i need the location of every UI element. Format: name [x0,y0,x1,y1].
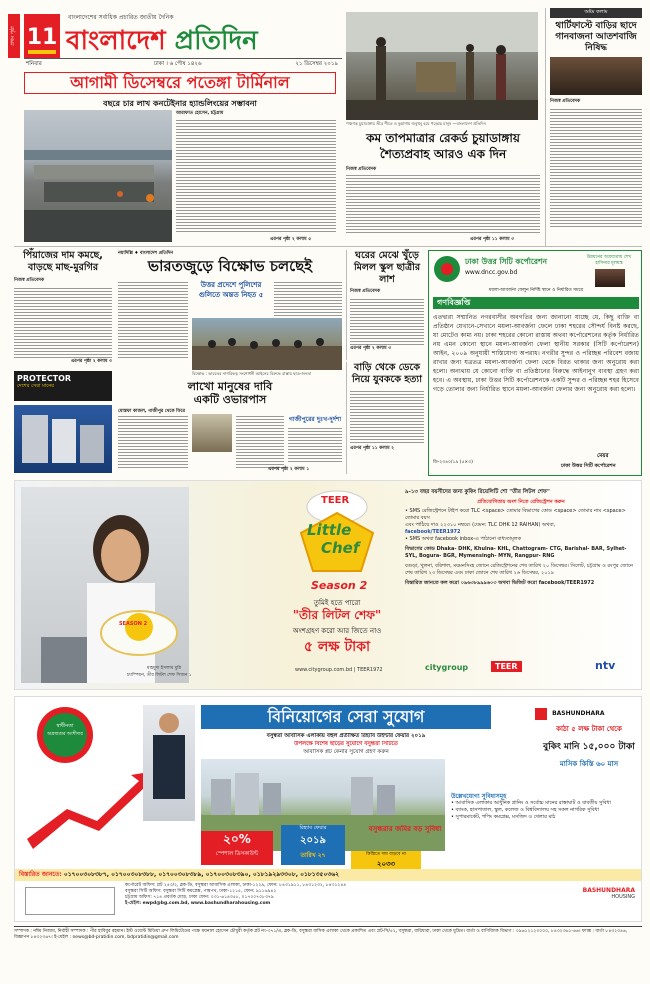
day: শনিবার [26,61,42,67]
india-inset: উত্তর প্রদেশে পুলিশের গুলিতে অন্তত নিহত ৫ [198,281,264,299]
india-body-left [118,280,188,360]
appliance-ad [14,405,112,473]
right-column [545,8,642,246]
chef-girl-photo [21,487,189,683]
india-by: নয়াদিল্লি ♦ বাংলাদেশ প্রতিদিন [118,251,174,256]
sponsor-teer: TEER [491,661,522,672]
bashundhara-sub1: বসুন্ধরা আবাসিক এলাকায় বহুল প্রতীক্ষিত রিহ্যাব উইন্টার ফেয়ার ২০১৯ [266,733,426,739]
svg-text:11: 11 [26,25,58,50]
facility-1: • আবাসিক এলাকার আধুনিক প্লানিং ও সর্বোচ্চ মানের রাস্তাঘাট ও যাবতীয় সুবিধা [451,800,611,806]
bashundhara-headline: বিনিয়োগের সেরা সুযোগ [267,707,425,726]
fair-date: তারিখ ২৭ [300,852,326,859]
india-headline: ভারতজুড়ে বিক্ষোভ চলছেই [147,257,313,275]
protector-label: দেশের সেরা মানের [17,383,55,389]
facilities [451,793,639,821]
lead-body [176,118,336,234]
lead-subhead: বছরে চার লাখ কনটেইনার হ্যান্ডলিংয়ের সম্ভাবনা [103,99,257,108]
lead-byline: আরাফাত হোসেন, চট্টগ্রাম [176,111,224,116]
right-headline: থার্টিফাস্টে বাড়ির ছাদে গানবাজনা আতশবাজি নিষিদ্ধ [555,21,637,53]
market-byline: নিজস্ব প্রতিবেদক [14,278,45,283]
dncc-org: ঢাকা উত্তর সিটি কর্পোরেশন [465,257,547,266]
discount-label: স্পেশাল ডিসকাউন্ট [215,851,259,857]
market-continued[interactable]: এরপর পৃষ্ঠা ২ কলাম ৩ [70,359,112,364]
promo-line-3: অংশগ্রহণ করো আর জিতে নাও [292,627,382,635]
promo-line-2: "তীর লিটল শেফ" [292,608,382,622]
overpass-byline: মোস্তফা কাজল, গাজীপুর থেকে ফিরে [118,409,185,414]
market-headline: পিঁয়াজের দাম কমছে, বাড়ছে মাছ-মুরগির [23,250,103,273]
teer-ad [14,480,642,690]
rules-schedule: বগুড়া, খুলনা, বরিশাল, ময়মনসিংহ জোনে রেজিস্ট্রেশনের শেষ তারিখ ২০ ডিসেম্বর। সিলেট, চট্টগ্রাম ও রংপুর জোনে শেষ তারিখ ২৩ ডিসেম্বর এবং ঢাকা জোনে শেষ তারিখ ২৬ ডিসেম্বর, ২০১৯ [405,563,634,576]
footer-brand-sub: HOUSING [611,894,635,900]
dncc-title-bar [433,297,639,309]
facility-2: • ব্যাংক, হাসপাতাল, স্কুল, কলেজ ও বিশ্ববিদ্যালয় সহ সকল নাগরিক সুবিধা [451,807,599,813]
teer-logo-text: TEER [321,495,350,506]
photo-caption-name: মাহমুদা ইসলাম মুন্নি [147,666,182,671]
rules-inbox: • SMS অথবা facebook inbox-এ পাঠানো বাধ্যতামূলক [405,536,522,542]
dncc-slogan: ময়লা-আবর্জনা ফেলুন নির্দিষ্ট স্থানে ও নির্ধারিত সময়ে [488,288,584,293]
installment: মাসিক কিস্তি ৬০ মাস [559,760,619,768]
chef-text: Chef [321,539,360,557]
footer-brand [555,887,635,900]
facility-3: • সুপারমার্কেট, শপিং কমপ্লেক্স, মসজিদ ও খেলার মাঠ [451,814,556,820]
discount-badge [201,831,273,865]
market-story [14,250,112,470]
dncc-body: এতদ্বারা সম্মানিত নগরবাসীর অবগতির জন্য জানানো যাচ্ছে যে, কিছু ব্যক্তি বা প্রতিষ্ঠান যেখানে-সেখানে ময়লা-আবর্জনা ফেলে ঢাকা শহরের সৌন্দর্য বিনষ্ট করছে, যা মোটেও কাম্য নয়। ঢাকা শহরের কোনো রাস্তায় অথবা কর্পোরেশনের কর্তৃক নির্ধারিত নয় এমন কোনো স্থানে ময়লা-আবর্জনা ফেলা স্থানীয় সরকার (সিটি কর্পোরেশন) আইন, ২০০৯ অনুযায়ী শাস্তিযোগ্য অপরাধ। নগরীর সুন্দর ও পরিচ্ছন্ন পরিবেশ বজায় রাখার জন্য যত্রতত্র ময়লা-আবর্জনা ফেলা থেকে বিরত থাকার জন্য অনুরোধ করা হলো। অন্যথায় যে কোনো ব্যক্তি বা প্রতিষ্ঠানের বিরুদ্ধে আইনানুগ ব্যবস্থা গ্রহণ করা হবে। এ অবস্থায়, ঢাকা উত্তর সিটি কর্পোরেশনকে একটি সুন্দর ও পরিচ্ছন্ন শহর হিসেবে গড়ে তোলার জন্য নির্ধারিত স্থানে ময়লা-আবর্জনা ফেলার জন্য অনুরোধ করা হলো। [433,314,639,393]
cold-photo [346,12,538,120]
lead-headline-box [24,72,336,94]
school-headline: ঘরের মেঝে খুঁড়ে মিলল স্কুল ছাত্রীর লাশ [353,250,421,285]
dncc-logo-icon [433,255,461,283]
boot-text: বসুন্ধরার জমির বড় সুবিধা [368,825,442,833]
office-info [125,883,545,907]
lead-continued[interactable]: এরপর পৃষ্ঠা ২ কলাম ৫ [270,237,312,242]
office-3: চট্টগ্রাম অফিস: ৭১৪ প্রবর্তক মোড়, ঢাকা ফোন: ০৩১-৬১৪৩৫৮, ০১৭০০৭০৮৩৭৯ [125,895,274,900]
contact-bar [15,869,641,881]
sponsor-citygroup: citygroup [425,663,469,672]
protector-ad [14,371,112,401]
rules-facebook[interactable]: facebook/TEER1972 [405,529,461,535]
brand-name: BASHUNDHARA [552,710,605,717]
rules-header: ৯-১৩ বছর বয়সীদের জন্য কুকিং রিয়েলিটি শো "তীর লিটল শেফ" [405,489,550,495]
overpass-story [118,380,342,474]
growth-arrow-icon [27,769,157,849]
overpass-headline-2: একটি ওভারপাস [193,393,267,406]
title-main: বাংলাদেশ [66,26,166,56]
house-headline: বাড়ি থেকে ডেকে নিয়ে যুবককে হত্যা [352,362,422,385]
brand-icon [535,708,547,720]
school-body [350,297,424,345]
cold-headline-1: কম তাপমাত্রার রেকর্ড চুয়াডাঙ্গায় [366,131,520,145]
dncc-side-note: উন্নয়নের অগ্রযাত্রায় শেখ হাসিনার মূলমন্ত্র [586,255,632,266]
rules-title: প্রতিযোগিতায় অংশ নিতে রেজিস্ট্রেশন করুন [477,499,565,505]
circle-text-2: অগ্রযাত্রার অংশীদার [47,732,83,737]
contact-label: বিস্তারিত জানতে: [19,871,62,878]
office-2: বসুন্ধরা সিটি অফিস: বসুন্ধরা সিটি কমপ্লেক্স, পান্থপথ, ঢাকা-১২১৫, ফোন: ৯১১৬৯৪২ [125,889,277,894]
dncc-portrait [595,269,625,287]
cold-continued[interactable]: এরপর পৃষ্ঠা ১১ কলাম ৩ [470,237,515,242]
businessman-photo [143,705,195,821]
price: কাঠা ৫ লক্ষ টাকা থেকে [556,725,622,733]
english-date: ২১ ডিসেম্বর ২০১৯ [295,61,338,67]
fair-year: ২০১৯ [300,835,326,846]
house-story [346,362,424,474]
cold-headline-2: শৈত্যপ্রবাহ আরও এক দিন [379,147,507,161]
rules-hotline: বিস্তারিত জানতে কল করো ০৯৬৩৮৯৯৯৬০৩ অথবা ভিজিট করো facebook/TEER1972 [405,580,595,586]
overpass-headline-1: লাখো মানুষের দাবি [187,380,273,393]
right-photo [550,57,642,95]
dncc-ref: ডি-২৩৪০/১৯ (৫×৩) [433,460,473,465]
overpass-photo [192,414,232,452]
facilities-title: উল্লেখযোগ্য সুবিধাসমূহ [451,793,507,800]
season-text: Season 2 [311,579,368,592]
protector-brand: PROTECTOR [17,374,72,383]
dncc-signer-org: ঢাকা উত্তর সিটি কর্পোরেশন [561,463,616,469]
rules-sms-example: এবং পাঠিয়ে দাও ২২৩১০ নম্বরে। (যেমন: TLC DHK 12 RAIHAN) অথবা, [405,522,556,528]
price-lock-badge [351,851,421,871]
school-story [346,250,424,360]
divider-1 [14,246,642,247]
dncc-signer: মেয়র [597,453,609,459]
photo-caption-role: চ্যাম্পিয়ন, তীর লিটল শেফ সিজন ১ [127,673,192,678]
rules-codes: বিভাগের কোড Dhaka- DHK, Khulna- KHL, Chattogram- CTG, Barishal- BAR, Sylhet- SYL, Bogura- BGR, Mymensingh- MYN, Rangpur- RNG [405,546,627,559]
masthead-tagline: বাংলাদেশের সর্বাধিক প্রচারিত জাতীয় দৈনিক [68,14,174,21]
booking: বুকিং মানি ১৫,০০০ টাকা [543,742,635,752]
circle-text-1: স্বাধীনতা [56,723,74,729]
side-label-text: প্রথম পৃষ্ঠা [10,26,16,46]
logo-icon [24,14,60,58]
cold-byline: নিজস্ব প্রতিবেদক [346,167,377,172]
dncc-title: গণবিজ্ঞপ্তি [437,298,471,307]
bashundhara-ad [14,696,642,922]
contact-phones[interactable]: ০১৭০০৩০৮৩৮৭, ০১৭০০৩০৮৩৮৮, ০১৭০০৩০৮৩৮৯, ০১৭০০৩০৮৩৯০, ০১৮১৯২৯৩৩০৮, ০১৮১৩৫০৩৬২ [63,871,340,878]
bashundhara-sub3: আবাসিক প্লট কেনার সুযোগ গ্রহণ করুন [303,749,389,755]
right-body [550,107,642,227]
market-body [14,286,112,358]
cold-photo-caption: পঞ্চগড় চুয়াডাঙ্গায় তীব্র শীতে ও কুয়াশায় জবুথবু হয়ে পড়েছে মানুষ —বাংলাদেশ প্রতিদিন [346,121,486,126]
prize: ৫ লক্ষ টাকা [303,639,371,655]
section-tag: অষ্টম কলাম [550,8,642,18]
brand-logo [535,703,635,719]
promo-line-1: তুমিই হতে পারো [313,599,361,607]
school-continued[interactable]: এরপর পৃষ্ঠা ২ কলাম ৩ [350,346,392,351]
footer-logo-left-icon [25,887,115,915]
fair-badge [281,825,345,865]
office-email[interactable]: ই-মেইল: ewpd@bg.com.bd, www.bashundharahousing.com [125,901,271,906]
footer-brand-name: BASHUNDHARA [582,887,635,894]
price-lock-label: কিস্তিতে দাম বাড়বে না [366,852,406,857]
lead-photo [24,110,172,242]
price-lock-year: ২০৩৩ [376,860,396,868]
title-accent: প্রতিদিন [174,26,258,56]
rules-sms: • SMS রেজিস্ট্রেশনে টাইপ করো TLC <space> তোমার বিভাগের কোড <space> তোমার নাম <space> তোমার বয়স [405,508,626,521]
office-1: কর্পোরেট অফিস: প্লট ২৫৩/২, ব্লক-ডি, বসুন্ধরা আবাসিক এলাকা, ঢাকা-১২২৯, ফোন: ৮৪৩১৯১১, ৮৪৩১২৩২, ৮৪৩১২৪৪ [125,883,347,888]
season-badge: SEASON 2 [119,621,148,627]
teer-web[interactable]: www.citygroup.com.bd | TEER1972 [295,667,383,673]
discount-value: ২০% [223,832,251,846]
overpass-body-1 [118,414,188,470]
lead-headline: আগামী ডিসেম্বরে পতেঙ্গা টার্মিনাল [70,73,290,92]
sponsor-ntv: ntv [595,659,616,672]
price-block [541,723,637,770]
little-text: Little [307,521,352,539]
india-photo [192,318,342,370]
headline-banner [201,705,491,729]
dncc-web[interactable]: www.dncc.gov.bd [465,269,518,276]
bashundhara-sub2: উপলক্ষে বিশেষ ছাড়ের সুযোগে বসুন্ধরা সিটিতে [294,741,398,747]
dncc-notice [428,250,642,476]
house-body [350,389,424,445]
rules-panel [405,489,637,655]
overpass-continued[interactable]: এরপর পৃষ্ঠা ২ কলাম ১ [268,467,310,472]
fair-label: রিহ্যাব ফেয়ার [299,825,327,831]
imprint: সম্পাদক : নঈম নিজাম, নির্বাহী সম্পাদক : পীর হাবিবুর রহমান। ইস্ট ওয়েস্ট মিডিয়া গ্রুপ লিমিটেডের পক্ষে ময়নাল হোসেন চৌধুরী কর্তৃক প্লট নং-৩৭১/এ, ব্লক-ডি, বসুন্ধরা বাসিক এলাকা থেকে প্রকাশিত এবং প্লট-সি/৫২, বসুন্ধরা, বারিধারা, ঢাকা থেকে মুদ্রিত। বার্তা ও বাণিজ্যিক বিভাগ : ০৯৬১২১২০০০০, ৮৪৩২৩৬১-৬৬। ফ্যাক্স : বার্তা ৮৪৩২৩৪৬, বিজ্ঞাপন ৮৪৩২৩৬৭। ই-মেইল : news@bd-pratidin.com, bdpratidin@gmail.com [14,926,642,946]
dateline [24,58,342,68]
cold-body [346,173,540,235]
right-byline: নিজস্ব প্রতিবেদক [550,99,581,104]
overpass-body-3 [288,426,342,464]
bangla-date: ঢাকা । ৬ পৌষ ১৪২৬ [154,61,202,67]
house-continued[interactable]: এরপর পৃষ্ঠা ১১ কলাম ২ [350,446,395,451]
school-byline: নিজস্ব প্রতিবেদক [350,289,381,294]
overpass-body-2 [236,414,284,470]
india-caption: বিক্ষোভ : ভারতের নাগরিকত্ব সংশোধনী আইনের বিরুদ্ধে রাস্তায় ছাত্র-জনতা [192,371,312,376]
overpass-side-title: গাজীপুরের দুঃখ-দুর্দশা [288,416,342,423]
